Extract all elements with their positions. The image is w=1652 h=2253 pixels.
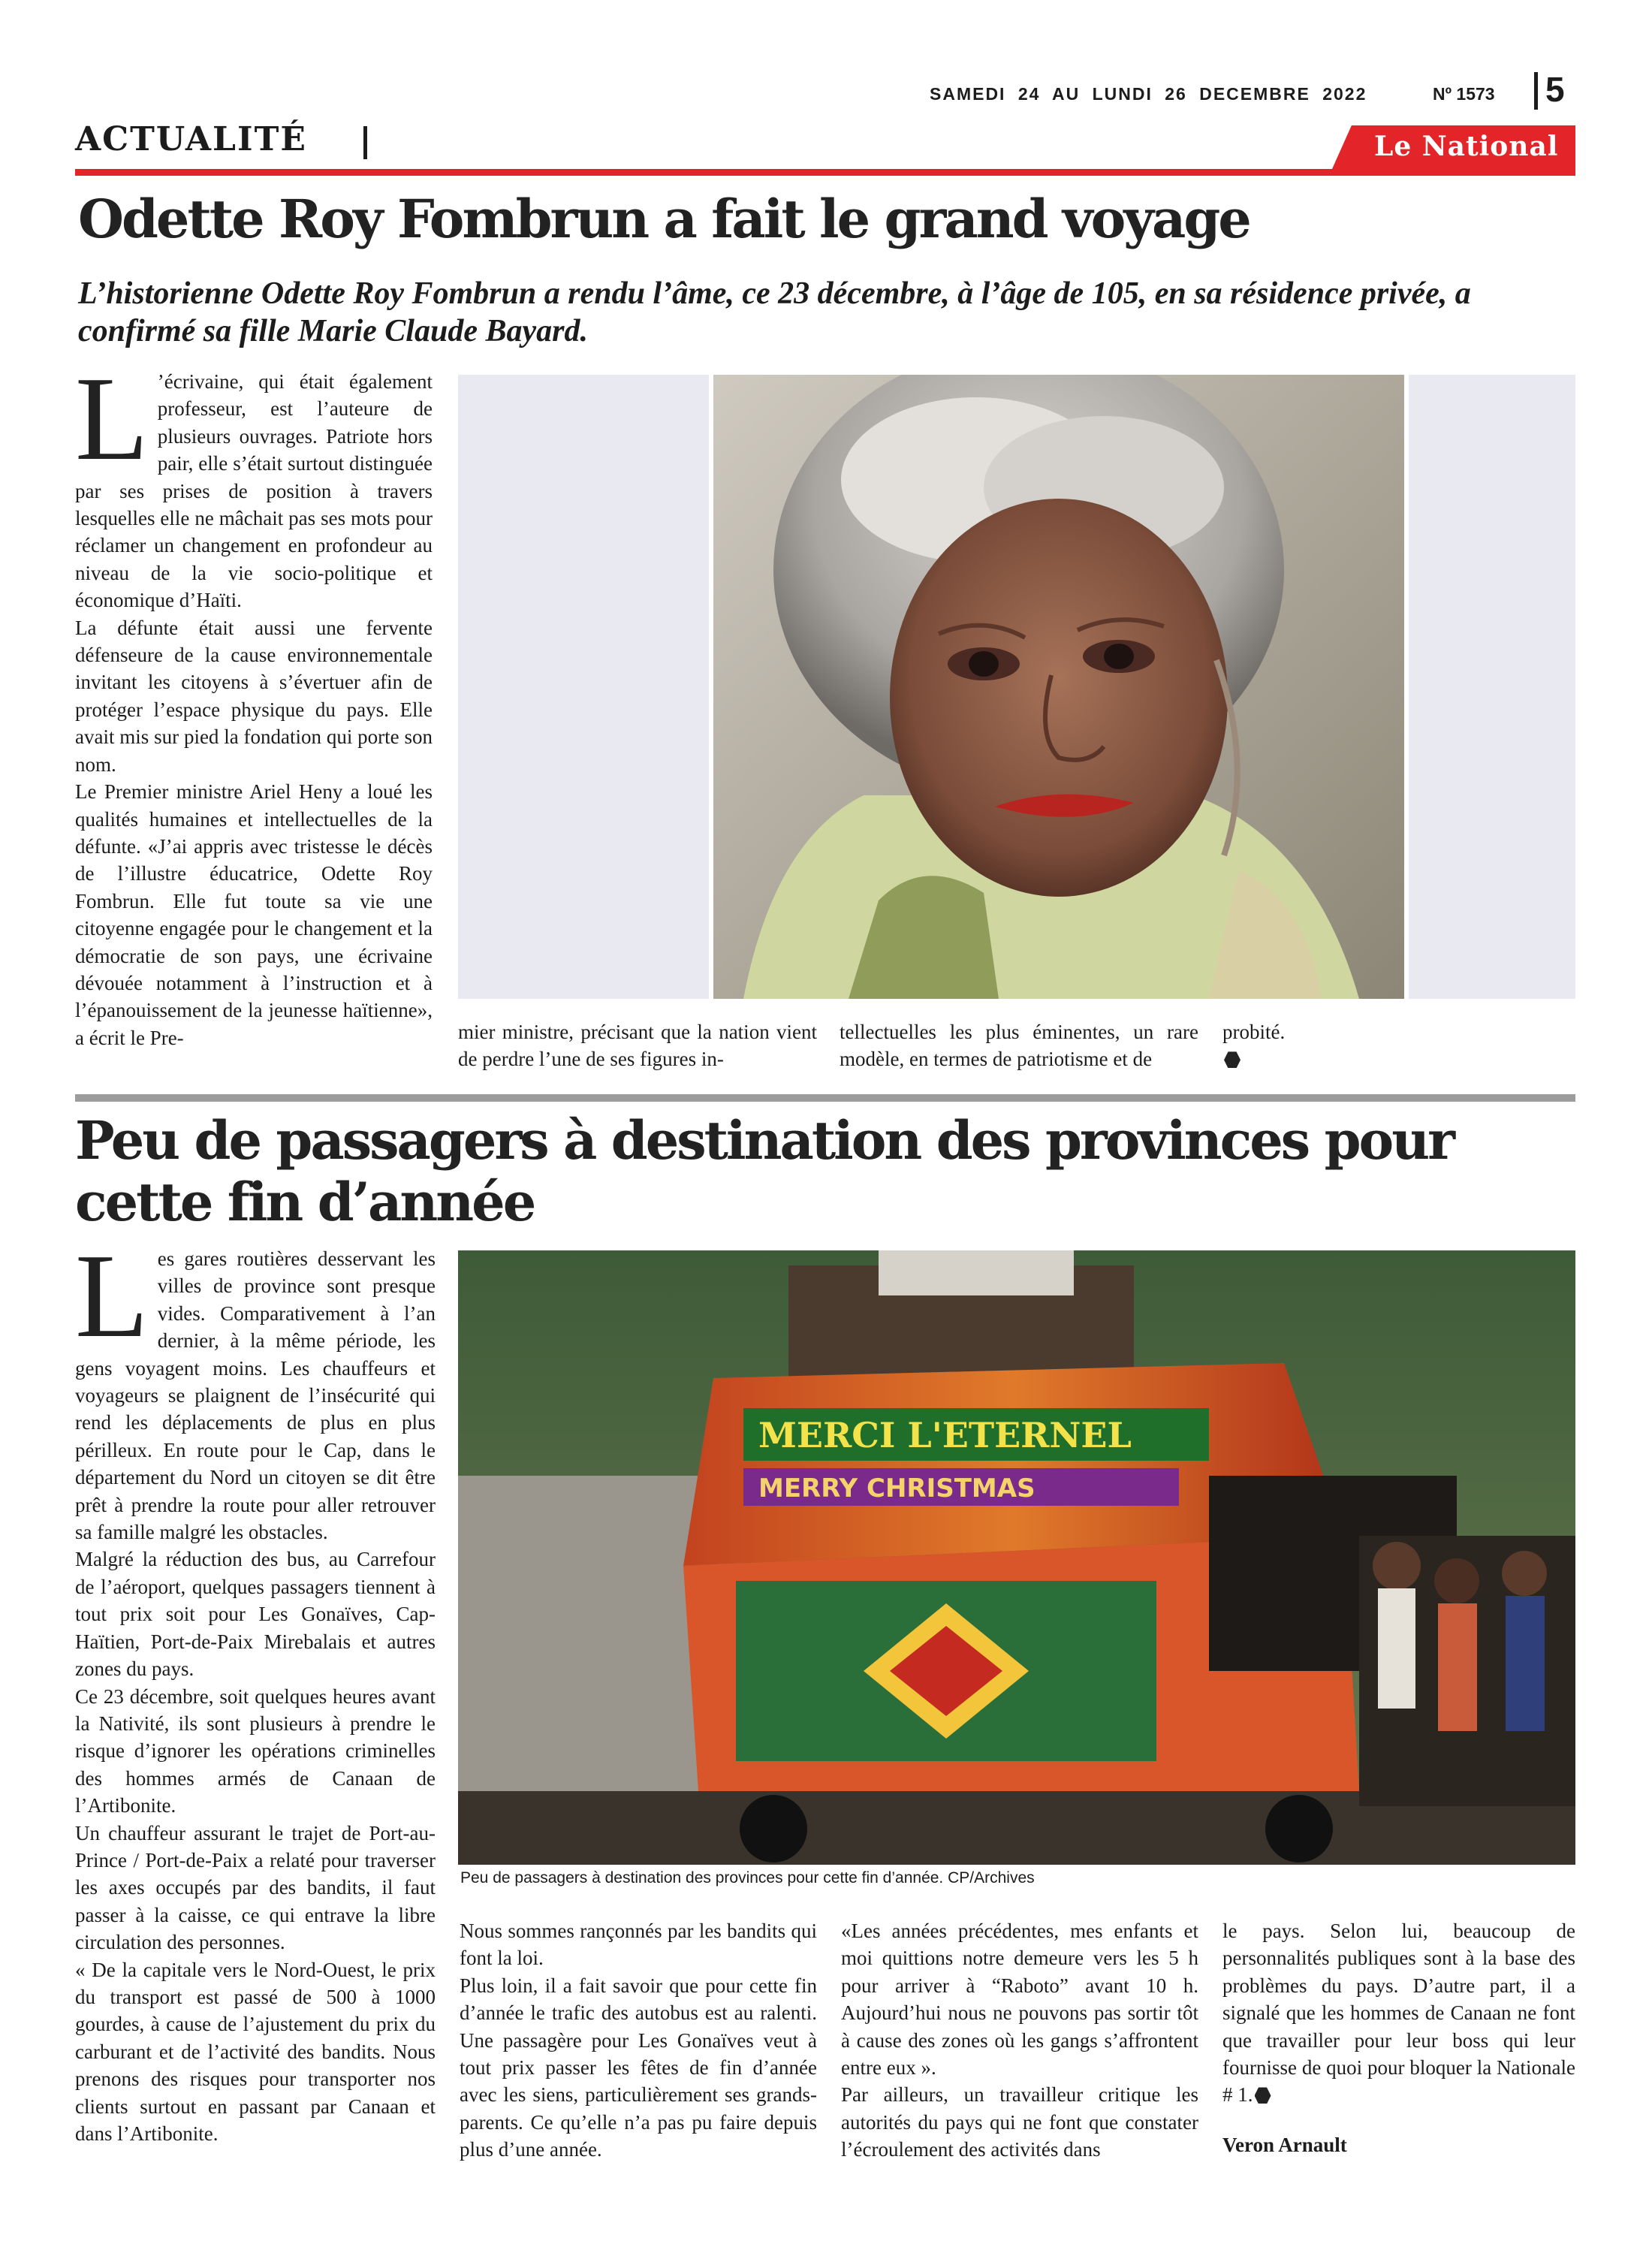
article1-paragraph-3: Le Premier ministre Ariel Heny a loué les qualités humaines et intellectuelles de la défunte. «J’ai appris avec tristesse le décès de l’illustre éducatrice, Odette Roy Fombrun. Elle fut toute sa vie une citoyenne engagée pour le changement et la démocratie de son pays, une écrivaine dévouée notamment à l’instruction et à l’épanouissement de la jeunesse haïtienne», a écrit le Pre- xyxy=(75,780,433,1049)
end-of-article-icon xyxy=(1224,1051,1241,1068)
section-divider xyxy=(363,126,367,159)
article2-headline: Peu de passagers à destination des provinces pour cette fin d’année xyxy=(75,1109,1453,1233)
article2-column-3 xyxy=(841,1917,1198,2164)
section-title: ACTUALITÉ xyxy=(75,120,307,158)
article1-headline: Odette Roy Fombrun a fait le grand voyage xyxy=(78,188,1250,250)
article2-paragraph-5: « De la capitale vers le Nord-Ouest, le prix du transport est passé de 500 à 1000 gourdes, à cause de l’ajustement du prix du carburant et de l’activité des bandits. Nous prenons des risques pour transporter nos clients surtout en passant par Canaan et dans l’Artibonite. xyxy=(75,1958,436,2145)
article1-lede: L’historienne Odette Roy Fombrun a rendu l’âme, ce 23 décembre, à l’âge de 105, en sa résidence privée, a confirmé sa fille Marie Claude Bayard. xyxy=(78,276,1471,348)
brand-name: Le National xyxy=(1374,131,1559,162)
article1-paragraph-1 xyxy=(75,351,433,614)
article-divider xyxy=(75,1094,1575,1102)
bus-illustration xyxy=(458,1250,1575,1865)
page-number-divider xyxy=(1534,72,1538,110)
article1-dropcap: L xyxy=(75,351,149,485)
portrait-photo xyxy=(458,375,1575,999)
article1-paragraph-2: La défunte était aussi une fervente défenseure de la cause environnementale invitant les citoyens à s’évertuer afin de protéger l’espace physique du pays. Elle avait mis sur pied la fondation qui porte son nom. xyxy=(75,616,433,776)
header-rule xyxy=(75,169,1575,176)
issue-number: Nº 1573 xyxy=(1433,84,1495,104)
article1-paragraph-1-text: ’écrivaine, qui était également professeur, est l’auteure de plusieurs ouvrages. Patriote hors pair, elle s’était surtout distinguée par ses prises de position à travers lesquelles elle ne mâchait pas ses mots pour réclamer un changement en profondeur au niveau de la vie socio-politique et économique d’Haïti. xyxy=(75,370,433,612)
article1-column-3: tellectuelles les plus éminentes, un rare modèle, en termes de patriotisme et de xyxy=(840,1021,1198,1071)
article2-paragraph-3: Ce 23 décembre, soit quelques heures avant la Nativité, ils sont plusieurs à prendre le risque d’ignorer les opérations criminelles des hommes armés de Canaan de l’Artibonite. xyxy=(75,1684,436,1817)
page-number: 5 xyxy=(1545,70,1565,109)
bus-sign-secondary: MERRY CHRISTMAS xyxy=(758,1473,1036,1504)
article2-paragraph-2: Malgré la réduction des bus, au Carrefour de l’aéroport, quelques passagers tiennent à tout prix soit pour Les Gonaïves, Cap-Haïtien, Port-de-Paix Mirebalais et autres zones du pays. xyxy=(75,1548,436,1681)
article1-column-1 xyxy=(75,351,433,1051)
article2-column-4 xyxy=(1222,1917,1575,2158)
article2-col3-paragraph-1: «Les années précédentes, mes enfants et moi quittions notre demeure vers les 5 h pour arriver à “Raboto” avant 10 h. Aujourd’hui nous ne pouvons pas sortir tôt à cause des zones où les gangs s’affrontent entre eux ». xyxy=(841,1920,1198,2080)
article2-col4-paragraph-1 xyxy=(1222,1917,1575,2109)
article2-column-1 xyxy=(75,1229,436,2147)
article2-dropcap: L xyxy=(75,1229,149,1362)
bus-station-photo xyxy=(458,1250,1575,1865)
article2-col3-paragraph-2: Par ailleurs, un travailleur critique les autorités du pays qui ne font que constater l’écroulement des activités dans xyxy=(841,2083,1198,2161)
end-of-article-icon xyxy=(1255,2087,1271,2104)
byline: Veron Arnault xyxy=(1222,2133,1347,2156)
article2-paragraph-1-text: es gares routières desservant les villes de province sont presque vides. Comparativement à l’an dernier, à la même période, les gens voyagent moins. Les chauffeurs et voyageurs se plaignent de l’insécurité qui rend les déplacements de plus en plus périlleux. En route pour le Cap, dans le département du Nord un citoyen se dit être prêt à prendre la route pour aller retrouver sa famille malgré les obstacles. xyxy=(75,1247,436,1544)
article1-column-2: mier ministre, précisant que la nation vient de perdre l’une de ses figures in- xyxy=(458,1021,817,1071)
bus-sign: MERCI L'ETERNEL xyxy=(758,1415,1132,1455)
article2-paragraph-4: Un chauffeur assurant le trajet de Port-au-Prince / Port-de-Paix a relaté pour traverser les axes occupés par des bandits, il faut passer à la caisse, ce qui entrave la libre circulation des personnes. xyxy=(75,1821,436,1954)
dateline: SAMEDI 24 AU LUNDI 26 DECEMBRE 2022 xyxy=(930,84,1367,104)
article1-column-4 xyxy=(1222,1018,1575,1073)
article2-col2-paragraph-2: Plus loin, il a fait savoir que pour cette fin d’année le trafic des autobus est au ralenti. Une passagère pour Les Gonaïves veut à tout prix passer les fêtes de fin d’année avec les siens, particulièrement ses grands-parents. Ce qu’elle n’a pas pu faire depuis plus d’une année. xyxy=(460,1974,817,2161)
article2-column-2 xyxy=(460,1917,817,2164)
article2-col4-text: le pays. Selon lui, beaucoup de personnalités publiques sont à la base des problèmes du pays. D’autre part, il a signalé que les hommes de Canaan ne font que travailler pour leur boss qui leur fournisse de quoi pour bloquer la Nationale # 1. xyxy=(1222,1920,1575,2107)
photo-caption: Peu de passagers à destination des provinces pour cette fin d’année. CP/Archives xyxy=(460,1869,1035,1887)
article2-paragraph-1 xyxy=(75,1229,436,1546)
portrait-illustration xyxy=(458,375,1575,999)
article1-closing-text: probité. xyxy=(1222,1021,1286,1043)
article2-col2-paragraph-1: Nous sommes rançonnés par les bandits qui font la loi. xyxy=(460,1920,817,1970)
